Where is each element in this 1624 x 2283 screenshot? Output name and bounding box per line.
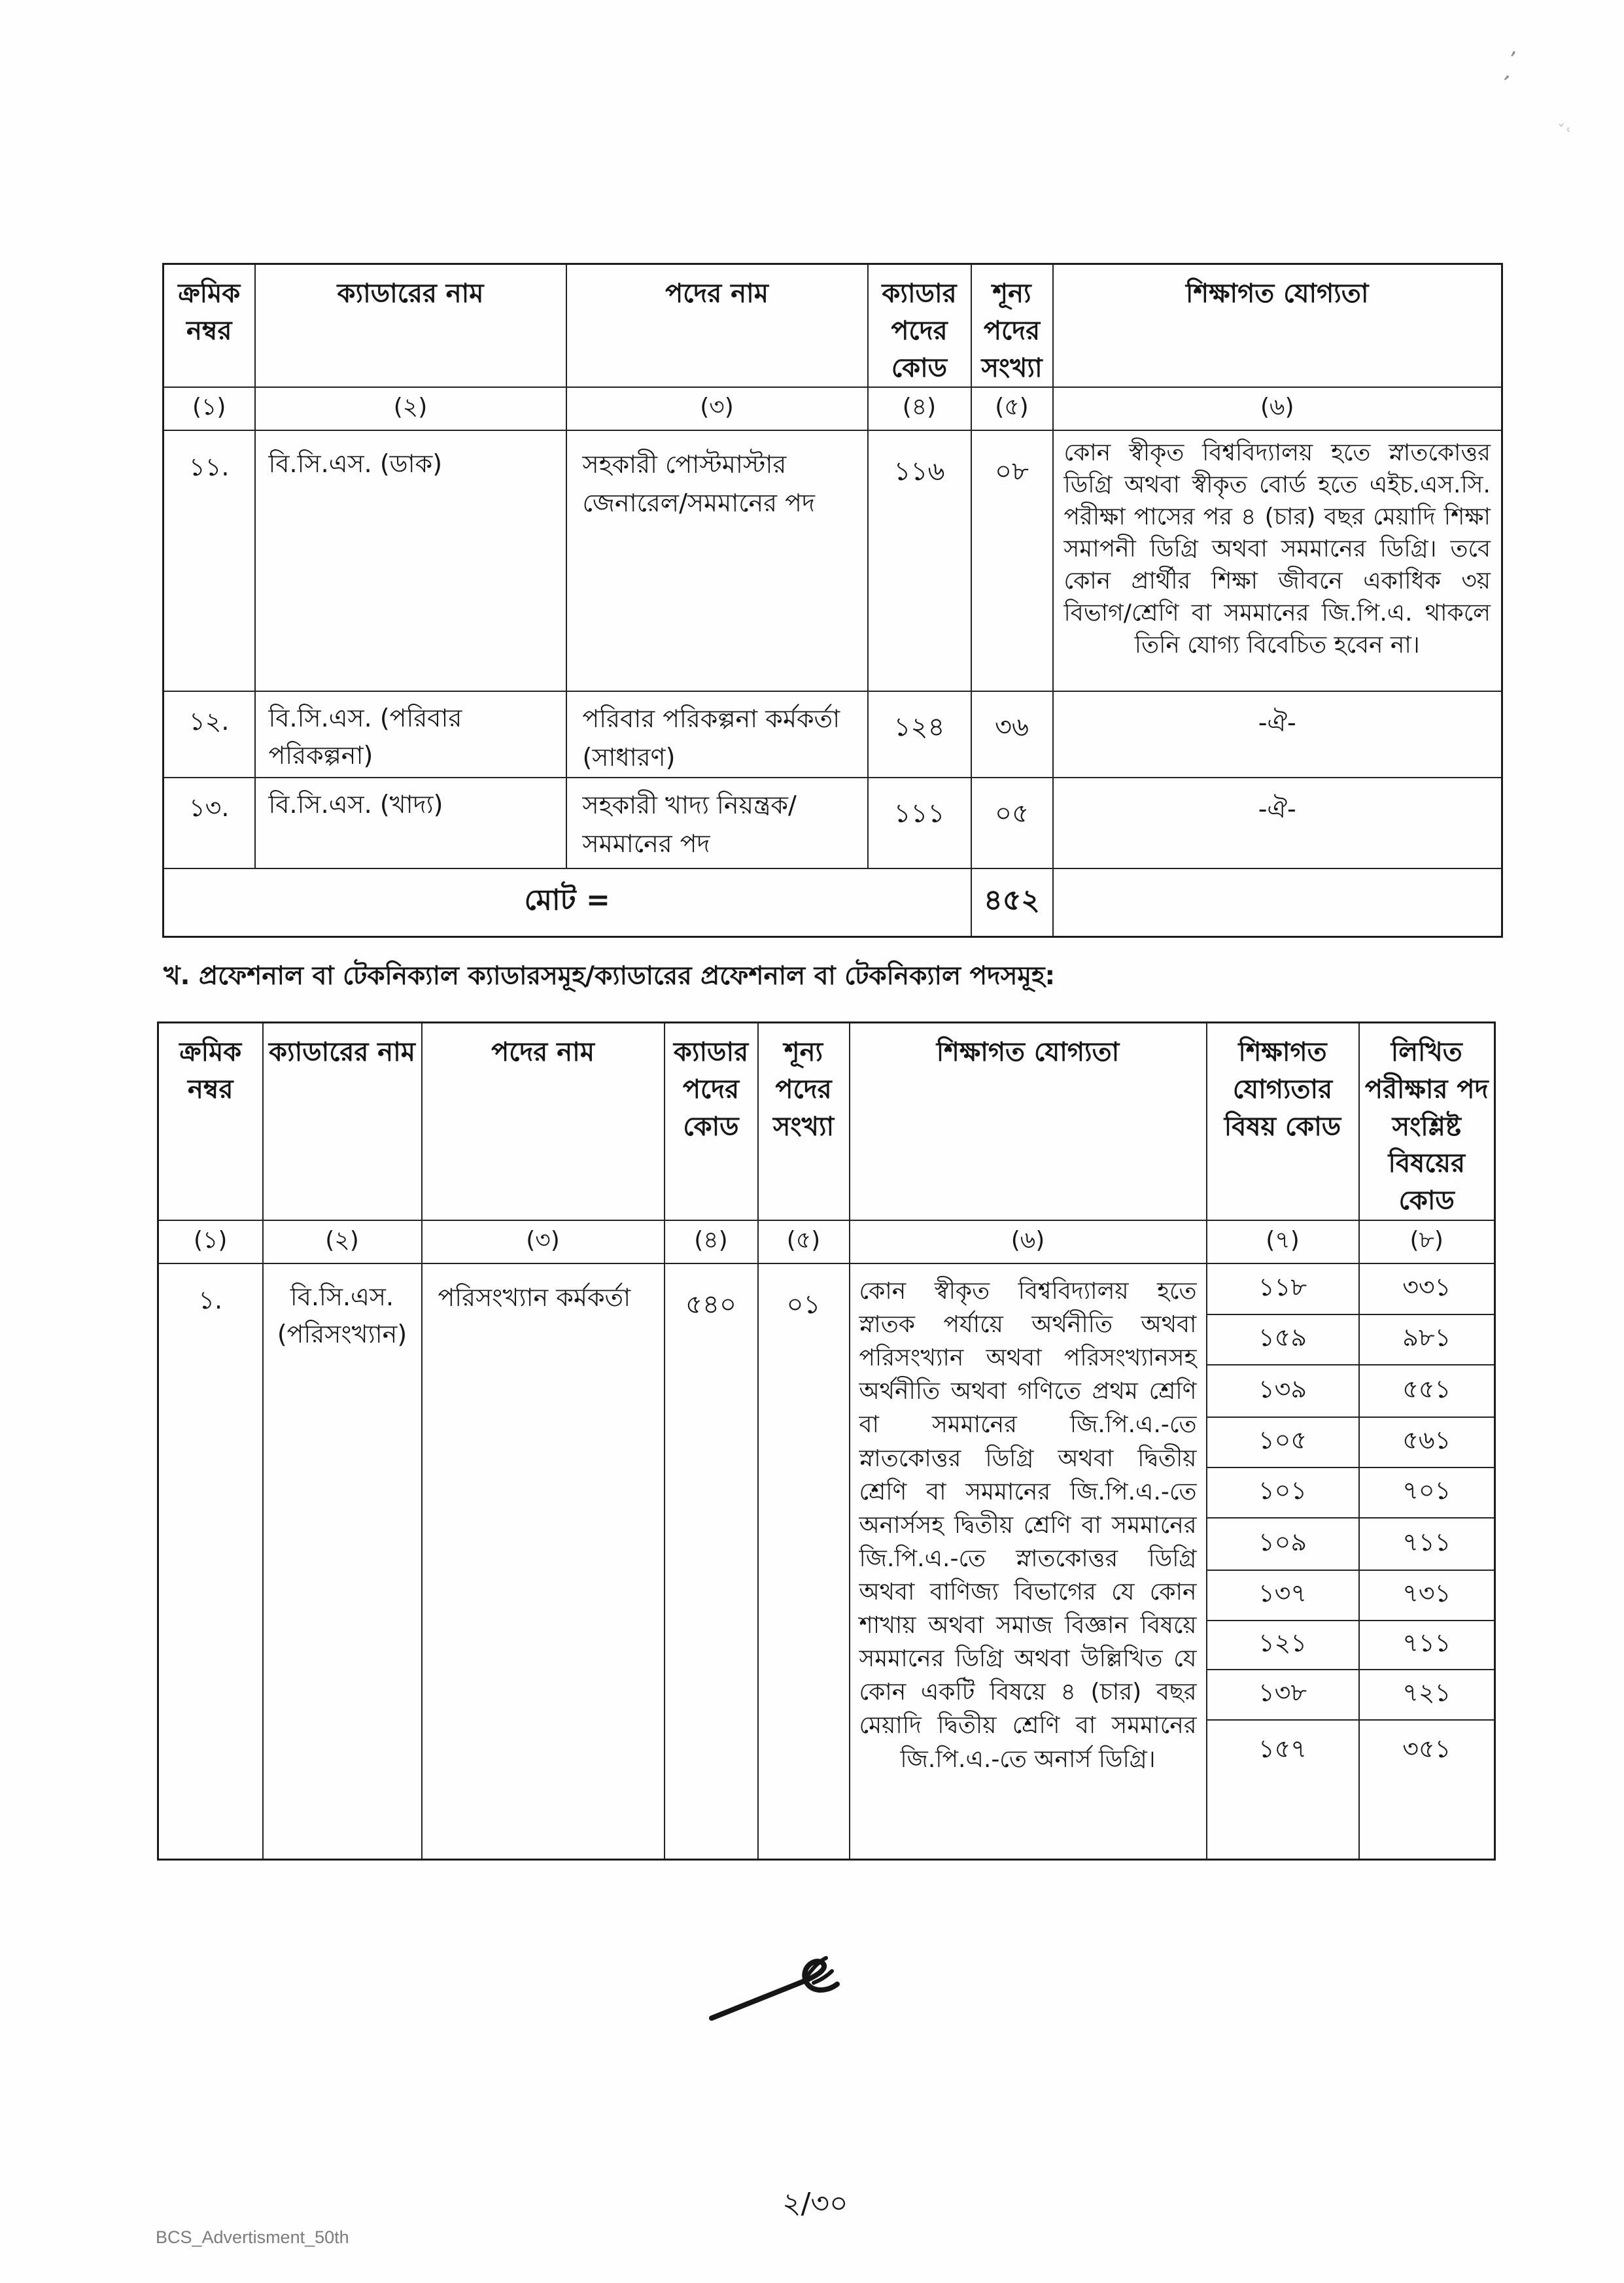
table-header-row	[164, 264, 1502, 388]
column-number: (৫)	[971, 387, 1053, 430]
vacant-posts-cell: ০৫	[971, 778, 1053, 868]
general-cadre-table	[162, 263, 1503, 938]
cadre-name-cell: বি.সি.এস. (খাদ্য)	[255, 778, 566, 868]
header-vacant-posts: শূন্য পদের সংখ্যা	[758, 1023, 850, 1220]
edu-subject-code-cell: ১৩৯	[1207, 1365, 1359, 1417]
cadre-name-cell: বি.সি.এস. (পরিসংখ্যান)	[263, 1263, 422, 1860]
vacant-posts-cell: ০১	[758, 1263, 850, 1860]
professional-technical-cadre-table	[157, 1021, 1496, 1861]
column-number: (৭)	[1207, 1220, 1359, 1263]
header-written-exam-subject-code: লিখিত পরীক্ষার পদ সংশ্লিষ্ট বিষয়ের কোড	[1359, 1023, 1495, 1220]
column-number-row	[158, 1220, 1495, 1263]
empty-cell	[1053, 868, 1502, 936]
header-edu-subject-code: শিক্ষাগত যোগ্যতার বিষয় কোড	[1207, 1023, 1359, 1220]
written-exam-code-cell: ৭২১	[1359, 1670, 1495, 1720]
edu-subject-code-cell: ১০৫	[1207, 1417, 1359, 1468]
edu-subject-code-cell: ১৫৭	[1207, 1720, 1359, 1860]
educational-qualification-cell: -ঐ-	[1053, 778, 1502, 868]
post-name-cell: সহকারী খাদ্য নিয়ন্ত্রক/সমমানের পদ	[566, 778, 868, 868]
cadre-name-cell: বি.সি.এস. (পরিবার পরিকল্পনা)	[255, 691, 566, 778]
educational-qualification-cell: কোন স্বীকৃত বিশ্ববিদ্যালয় হতে স্নাতকোত্তর ডিগ্রি অথবা স্বীকৃত বোর্ড হতে এইচ.এস.সি. পরীক্ষা পাসের পর ৪ (চার) বছর মেয়াদি শিক্ষা সমাপনী ডিগ্রি অথবা সমমানের ডিগ্রি। তবে কোন প্রার্থীর শিক্ষা জীবনে একাধিক ৩য় বিভাগ/শ্রেণি বা সমমানের জি.পি.এ. থাকলে তিনি যোগ্য বিবেচিত হবেন না।	[1053, 430, 1502, 691]
edu-subject-code-cell: ১১৮	[1207, 1263, 1359, 1314]
educational-qualification-cell: কোন স্বীকৃত বিশ্ববিদ্যালয় হতে স্নাতক পর্যায়ে অর্থনীতি অথবা পরিসংখ্যান অথবা পরিসংখ্যানসহ অর্থনীতি অথবা গণিতে প্রথম শ্রেণি বা সমমানের জি.পি.এ.-তে স্নাতকোত্তর ডিগ্রি অথবা দ্বিতীয় শ্রেণি বা সমমানের জি.পি.এ.-তে অনার্সসহ দ্বিতীয় শ্রেণি বা সমমানের জি.পি.এ.-তে স্নাতকোত্তর ডিগ্রি অথবা বাণিজ্য বিভাগের যে কোন শাখায় অথবা সমাজ বিজ্ঞান বিষয়ে সমমানের ডিগ্রি অথবা উল্লিখিত যে কোন একটি বিষয়ে ৪ (চার) বছর মেয়াদি দ্বিতীয় শ্রেণি বা সমমানের জি.পি.এ.-তে অনার্স ডিগ্রি।	[850, 1263, 1207, 1860]
written-exam-code-cell: ৫৬১	[1359, 1417, 1495, 1468]
header-educational-qualification: শিক্ষাগত যোগ্যতা	[850, 1023, 1207, 1220]
column-number: (২)	[263, 1220, 422, 1263]
header-serial: ক্রমিক নম্বর	[164, 264, 255, 388]
column-number: (৬)	[1053, 387, 1502, 430]
serial-cell: ১৩.	[164, 778, 255, 868]
educational-qualification-cell: -ঐ-	[1053, 691, 1502, 778]
total-row	[164, 868, 1502, 936]
serial-cell: ১২.	[164, 691, 255, 778]
serial-cell: ১১.	[164, 430, 255, 691]
column-number: (২)	[255, 387, 566, 430]
post-name-cell: পরিবার পরিকল্পনা কর্মকর্তা (সাধারণ)	[566, 691, 868, 778]
column-number: (৩)	[422, 1220, 665, 1263]
section-b-heading: খ. প্রফেশনাল বা টেকনিক্যাল ক্যাডারসমূহ/ক্যাডারের প্রফেশনাল বা টেকনিক্যাল পদসমূহ:	[164, 961, 1056, 991]
column-number: (৬)	[850, 1220, 1207, 1263]
written-exam-code-cell: ৫৫১	[1359, 1365, 1495, 1417]
edu-subject-code-cell: ১০১	[1207, 1468, 1359, 1518]
column-number-row	[164, 387, 1502, 430]
header-serial: ক্রমিক নম্বর	[158, 1023, 263, 1220]
table-row	[164, 691, 1502, 778]
column-number: (১)	[158, 1220, 263, 1263]
written-exam-code-cell: ৭১১	[1359, 1518, 1495, 1570]
cadre-post-code-cell: ৫৪০	[665, 1263, 758, 1860]
document-filename-label: BCS_Advertisment_50th	[156, 2227, 349, 2247]
column-number: (৫)	[758, 1220, 850, 1263]
header-post-name: পদের নাম	[422, 1023, 665, 1220]
header-educational-qualification: শিক্ষাগত যোগ্যতা	[1053, 264, 1502, 388]
written-exam-code-cell: ৭০১	[1359, 1468, 1495, 1518]
written-exam-code-cell: ৩৫১	[1359, 1720, 1495, 1860]
post-name-cell: সহকারী পোস্টমাস্টার জেনারেল/সমমানের পদ	[566, 430, 868, 691]
table-row	[164, 430, 1502, 691]
column-number: (১)	[164, 387, 255, 430]
written-exam-code-cell: ৭১১	[1359, 1621, 1495, 1670]
table-row	[158, 1263, 1495, 1314]
edu-subject-code-cell: ১০৯	[1207, 1518, 1359, 1570]
header-vacant-posts: শূন্য পদের সংখ্যা	[971, 264, 1053, 388]
post-name-cell: পরিসংখ্যান কর্মকর্তা	[422, 1263, 665, 1860]
pen-mark: ’	[1495, 70, 1513, 97]
header-cadre-post-code: ক্যাডার পদের কোড	[665, 1023, 758, 1220]
signature-ink	[708, 1954, 861, 2031]
header-cadre-post-code: ক্যাডার পদের কোড	[868, 264, 971, 388]
edu-subject-code-cell: ১৩৮	[1207, 1670, 1359, 1720]
header-cadre-name: ক্যাডারের নাম	[255, 264, 566, 388]
table-header-row	[158, 1023, 1495, 1220]
pen-mark: ’	[1505, 46, 1518, 74]
total-value: ৪৫২	[971, 868, 1053, 936]
total-label: মোট =	[164, 868, 971, 936]
written-exam-code-cell: ৭৩১	[1359, 1570, 1495, 1621]
column-number: (৪)	[868, 387, 971, 430]
table-row	[164, 778, 1502, 868]
header-post-name: পদের নাম	[566, 264, 868, 388]
edu-subject-code-cell: ১২১	[1207, 1621, 1359, 1670]
edu-subject-code-cell: ১৩৭	[1207, 1570, 1359, 1621]
vacant-posts-cell: ৩৬	[971, 691, 1053, 778]
cadre-name-cell: বি.সি.এস. (ডাক)	[255, 430, 566, 691]
cadre-post-code-cell: ১২৪	[868, 691, 971, 778]
page-number: ২/৩০	[782, 2187, 848, 2220]
pen-mark: ˇ˓	[1557, 120, 1573, 143]
column-number: (৪)	[665, 1220, 758, 1263]
cadre-post-code-cell: ১১৬	[868, 430, 971, 691]
cadre-post-code-cell: ১১১	[868, 778, 971, 868]
vacant-posts-cell: ০৮	[971, 430, 1053, 691]
written-exam-code-cell: ৯৮১	[1359, 1314, 1495, 1365]
serial-cell: ১.	[158, 1263, 263, 1860]
written-exam-code-cell: ৩৩১	[1359, 1263, 1495, 1314]
column-number: (৮)	[1359, 1220, 1495, 1263]
column-number: (৩)	[566, 387, 868, 430]
edu-subject-code-cell: ১৫৯	[1207, 1314, 1359, 1365]
header-cadre-name: ক্যাডারের নাম	[263, 1023, 422, 1220]
